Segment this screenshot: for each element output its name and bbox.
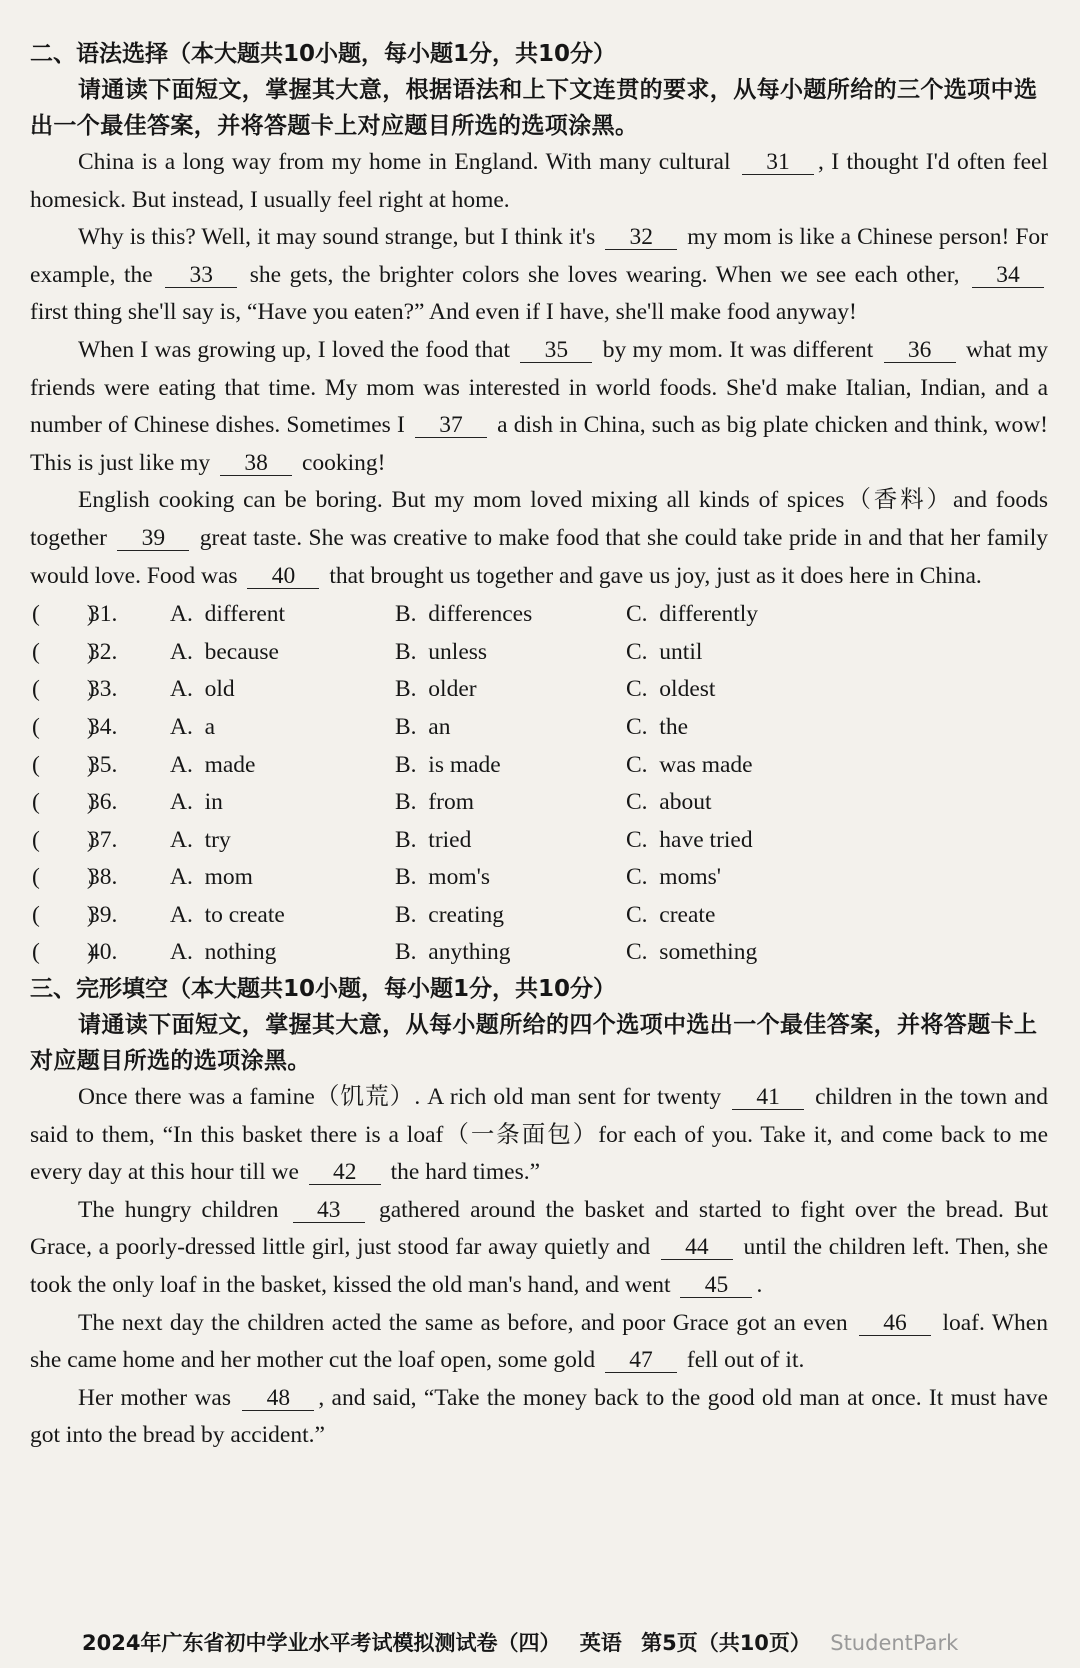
question-number: 37. — [88, 826, 118, 853]
passage-text: great taste. She was creative to make food that she could take pride in and that her family would love. Food was — [30, 524, 1048, 589]
answer-blank[interactable]: 39 — [117, 526, 189, 551]
passage-text: China is a long way from my home in England. With many cultural — [78, 149, 738, 175]
question-row — [30, 783, 1048, 821]
section-2-title: 二、语法选择（本大题共10小题，每小题1分，共10分） — [30, 41, 617, 67]
option-c[interactable]: C. about — [626, 789, 712, 816]
section-3-title: 三、完形填空（本大题共10小题，每小题1分，共10分） — [30, 976, 617, 1003]
option-b[interactable]: B. older — [395, 676, 477, 703]
section-2-instruction: 请通读下面短文，掌握其大意，根据语法和上下文连贯的要求，从每小题所给的三个选项中选出一个最佳答案，并将答题卡上对应题目所选的选项涂黑。 — [30, 77, 1038, 139]
passage-text: Her mother was — [78, 1384, 239, 1411]
passage-text: until the children left. Then, she took the only loaf in the basket, kissed the old man's hand, and went — [30, 1234, 1049, 1299]
answer-blank[interactable]: 46 — [859, 1311, 931, 1336]
option-c[interactable]: C. was made — [626, 751, 753, 778]
option-a[interactable]: A. try — [170, 826, 231, 853]
option-b[interactable]: B. creating — [395, 901, 504, 928]
option-c[interactable]: C. have tried — [626, 826, 753, 853]
answer-bracket[interactable]: ( ) — [32, 601, 95, 628]
subject-label: 英语 — [579, 1631, 622, 1655]
answer-blank[interactable]: 38 — [220, 451, 292, 476]
question-row — [30, 746, 1048, 784]
option-c[interactable]: C. differently — [626, 601, 759, 628]
option-c[interactable]: C. create — [626, 901, 716, 928]
passage-text: that brought us together and gave us joy, just as it does here in China. — [323, 562, 982, 589]
passage-text: , and said, “Take the money back to the good old man at once. It must have got into the bread by accident.” — [30, 1384, 1048, 1449]
passage-1-paragraph — [30, 219, 1048, 332]
exam-page — [30, 36, 1048, 1455]
answer-blank[interactable]: 47 — [605, 1348, 677, 1373]
passage-text: my mom is like a Chinese person! For example, the — [30, 224, 1048, 288]
question-row — [30, 595, 1048, 633]
answer-blank[interactable]: 45 — [680, 1273, 752, 1298]
answer-blank[interactable]: 37 — [415, 413, 487, 438]
answer-blank[interactable]: 34 — [972, 263, 1044, 288]
answer-blank[interactable]: 31 — [742, 150, 814, 175]
answer-blank[interactable]: 43 — [293, 1198, 365, 1223]
passage-text: a dish in China, such as big plate chicken and think, wow! This is just like my — [30, 412, 1048, 476]
question-number: 32. — [88, 638, 118, 665]
answer-bracket[interactable]: ( ) — [32, 864, 95, 891]
option-b[interactable]: B. is made — [395, 751, 501, 778]
option-a[interactable]: A. to create — [170, 901, 285, 928]
answer-blank[interactable]: 36 — [884, 338, 956, 363]
answer-bracket[interactable]: ( ) — [32, 901, 95, 928]
question-number: 33. — [88, 676, 118, 703]
question-number: 34. — [88, 713, 118, 740]
passage-text: English cooking can be boring. But my mom loved mixing all kinds of spices（香料）and foods together — [30, 487, 1048, 551]
passage-text: The next day the children acted the same as before, and poor Grace got an even — [78, 1309, 856, 1336]
passage-text: she gets, the brighter colors she loves wearing. When we see each other, — [241, 261, 968, 288]
option-c[interactable]: C. moms' — [626, 864, 721, 891]
question-number: 38. — [88, 864, 118, 891]
option-b[interactable]: B. unless — [395, 638, 488, 665]
question-row — [30, 858, 1048, 896]
option-a[interactable]: A. old — [170, 676, 235, 703]
passage-text: children in the town and said to them, “In this basket there is a loaf（一条面包）for each of you. Take it, and come back to me every day at this hour till we — [30, 1084, 1048, 1186]
page-number: 第5页（共10页） — [641, 1631, 811, 1655]
passage-text: Why is this? Well, it may sound strange, but I think it's — [78, 224, 602, 251]
passage-1-paragraph — [30, 144, 1048, 219]
answer-blank[interactable]: 44 — [661, 1235, 733, 1260]
option-b[interactable]: B. from — [395, 789, 474, 816]
answer-bracket[interactable]: ( ) — [32, 826, 95, 853]
passage-2-paragraph — [30, 1192, 1048, 1305]
passage-text: loaf. When she came home and her mother cut the loaf open, some gold — [30, 1309, 1048, 1374]
question-number: 36. — [88, 789, 118, 816]
answer-blank[interactable]: 35 — [520, 338, 592, 363]
option-b[interactable]: B. an — [395, 713, 451, 740]
option-a[interactable]: A. because — [170, 638, 279, 665]
option-b[interactable]: B. mom's — [395, 864, 490, 891]
option-a[interactable]: A. nothing — [170, 939, 277, 966]
passage-1-paragraph — [30, 482, 1048, 595]
section-3-instruction: 请通读下面短文，掌握其大意，从每小题所给的四个选项中选出一个最佳答案，并将答题卡上对应题目所选的选项涂黑。 — [30, 1012, 1038, 1075]
answer-blank[interactable]: 33 — [165, 263, 237, 288]
option-b[interactable]: B. tried — [395, 826, 472, 853]
passage-text: what my friends were eating that time. My mom was interested in world foods. She'd make Italian, Indian, and a number of Chinese dishes. Sometimes I — [30, 336, 1048, 439]
answer-blank[interactable]: 48 — [242, 1386, 314, 1411]
option-c[interactable]: C. oldest — [626, 676, 716, 703]
question-number: 39. — [88, 901, 118, 928]
answer-bracket[interactable]: ( ) — [32, 751, 95, 778]
question-row — [30, 633, 1048, 671]
options-list — [30, 595, 1048, 971]
question-number: 31. — [88, 601, 118, 628]
page-footer — [82, 1627, 970, 1657]
option-c[interactable]: C. until — [626, 638, 703, 665]
passage-text: fell out of it. — [681, 1347, 805, 1374]
question-number: 35. — [88, 751, 118, 778]
option-a[interactable]: A. made — [170, 751, 256, 778]
passage-text: The hungry children — [78, 1196, 289, 1223]
answer-bracket[interactable]: ( ) — [32, 939, 95, 966]
passage-2-paragraph — [30, 1079, 1048, 1192]
answer-bracket[interactable]: ( ) — [32, 638, 95, 665]
option-a[interactable]: A. mom — [170, 864, 253, 891]
passage-text: . — [756, 1272, 763, 1299]
question-row — [30, 821, 1048, 859]
passage-2-paragraph — [30, 1305, 1048, 1380]
passage-1-paragraph — [30, 332, 1048, 482]
option-c[interactable]: C. the — [626, 713, 689, 740]
question-row — [30, 670, 1048, 708]
passage-text: cooking! — [296, 449, 386, 476]
passage-text: the hard times.” — [384, 1159, 541, 1186]
answer-bracket[interactable]: ( ) — [32, 676, 95, 703]
passage-text: by my mom. It was different — [596, 336, 880, 363]
answer-blank[interactable]: 40 — [247, 564, 319, 589]
passage-text: gathered around the basket and started to fight over the bread. But Grace, a poorly-dressed little girl, just stood far away quietly and — [30, 1196, 1048, 1261]
exam-name: 2024年广东省初中学业水平考试模拟测试卷（四） — [82, 1631, 561, 1655]
passage-text: first thing she'll say is, “Have you eaten?” And even if I have, she'll make food anyway! — [30, 299, 857, 326]
answer-bracket[interactable]: ( ) — [32, 713, 95, 740]
passage-text: Once there was a famine（饥荒）. A rich old man sent for twenty — [78, 1084, 729, 1111]
passage-text: , I thought I'd often feel homesick. But instead, I usually feel right at home. — [30, 149, 1048, 213]
option-b[interactable]: B. differences — [395, 601, 533, 628]
option-c[interactable]: C. something — [626, 939, 758, 966]
question-row — [30, 708, 1048, 746]
watermark-text: StudentPark — [830, 1631, 959, 1655]
answer-blank[interactable]: 42 — [309, 1160, 381, 1185]
question-row — [30, 896, 1048, 934]
option-a[interactable]: A. a — [170, 713, 216, 740]
option-a[interactable]: A. different — [170, 601, 286, 628]
option-b[interactable]: B. anything — [395, 939, 511, 966]
question-number: 40. — [88, 939, 118, 966]
answer-blank[interactable]: 32 — [605, 225, 677, 250]
passage-text: When I was growing up, I loved the food that — [78, 336, 517, 363]
option-a[interactable]: A. in — [170, 789, 223, 816]
answer-bracket[interactable]: ( ) — [32, 789, 95, 816]
question-row — [30, 933, 1048, 971]
answer-blank[interactable]: 41 — [732, 1085, 804, 1110]
passage-2-paragraph — [30, 1380, 1048, 1455]
